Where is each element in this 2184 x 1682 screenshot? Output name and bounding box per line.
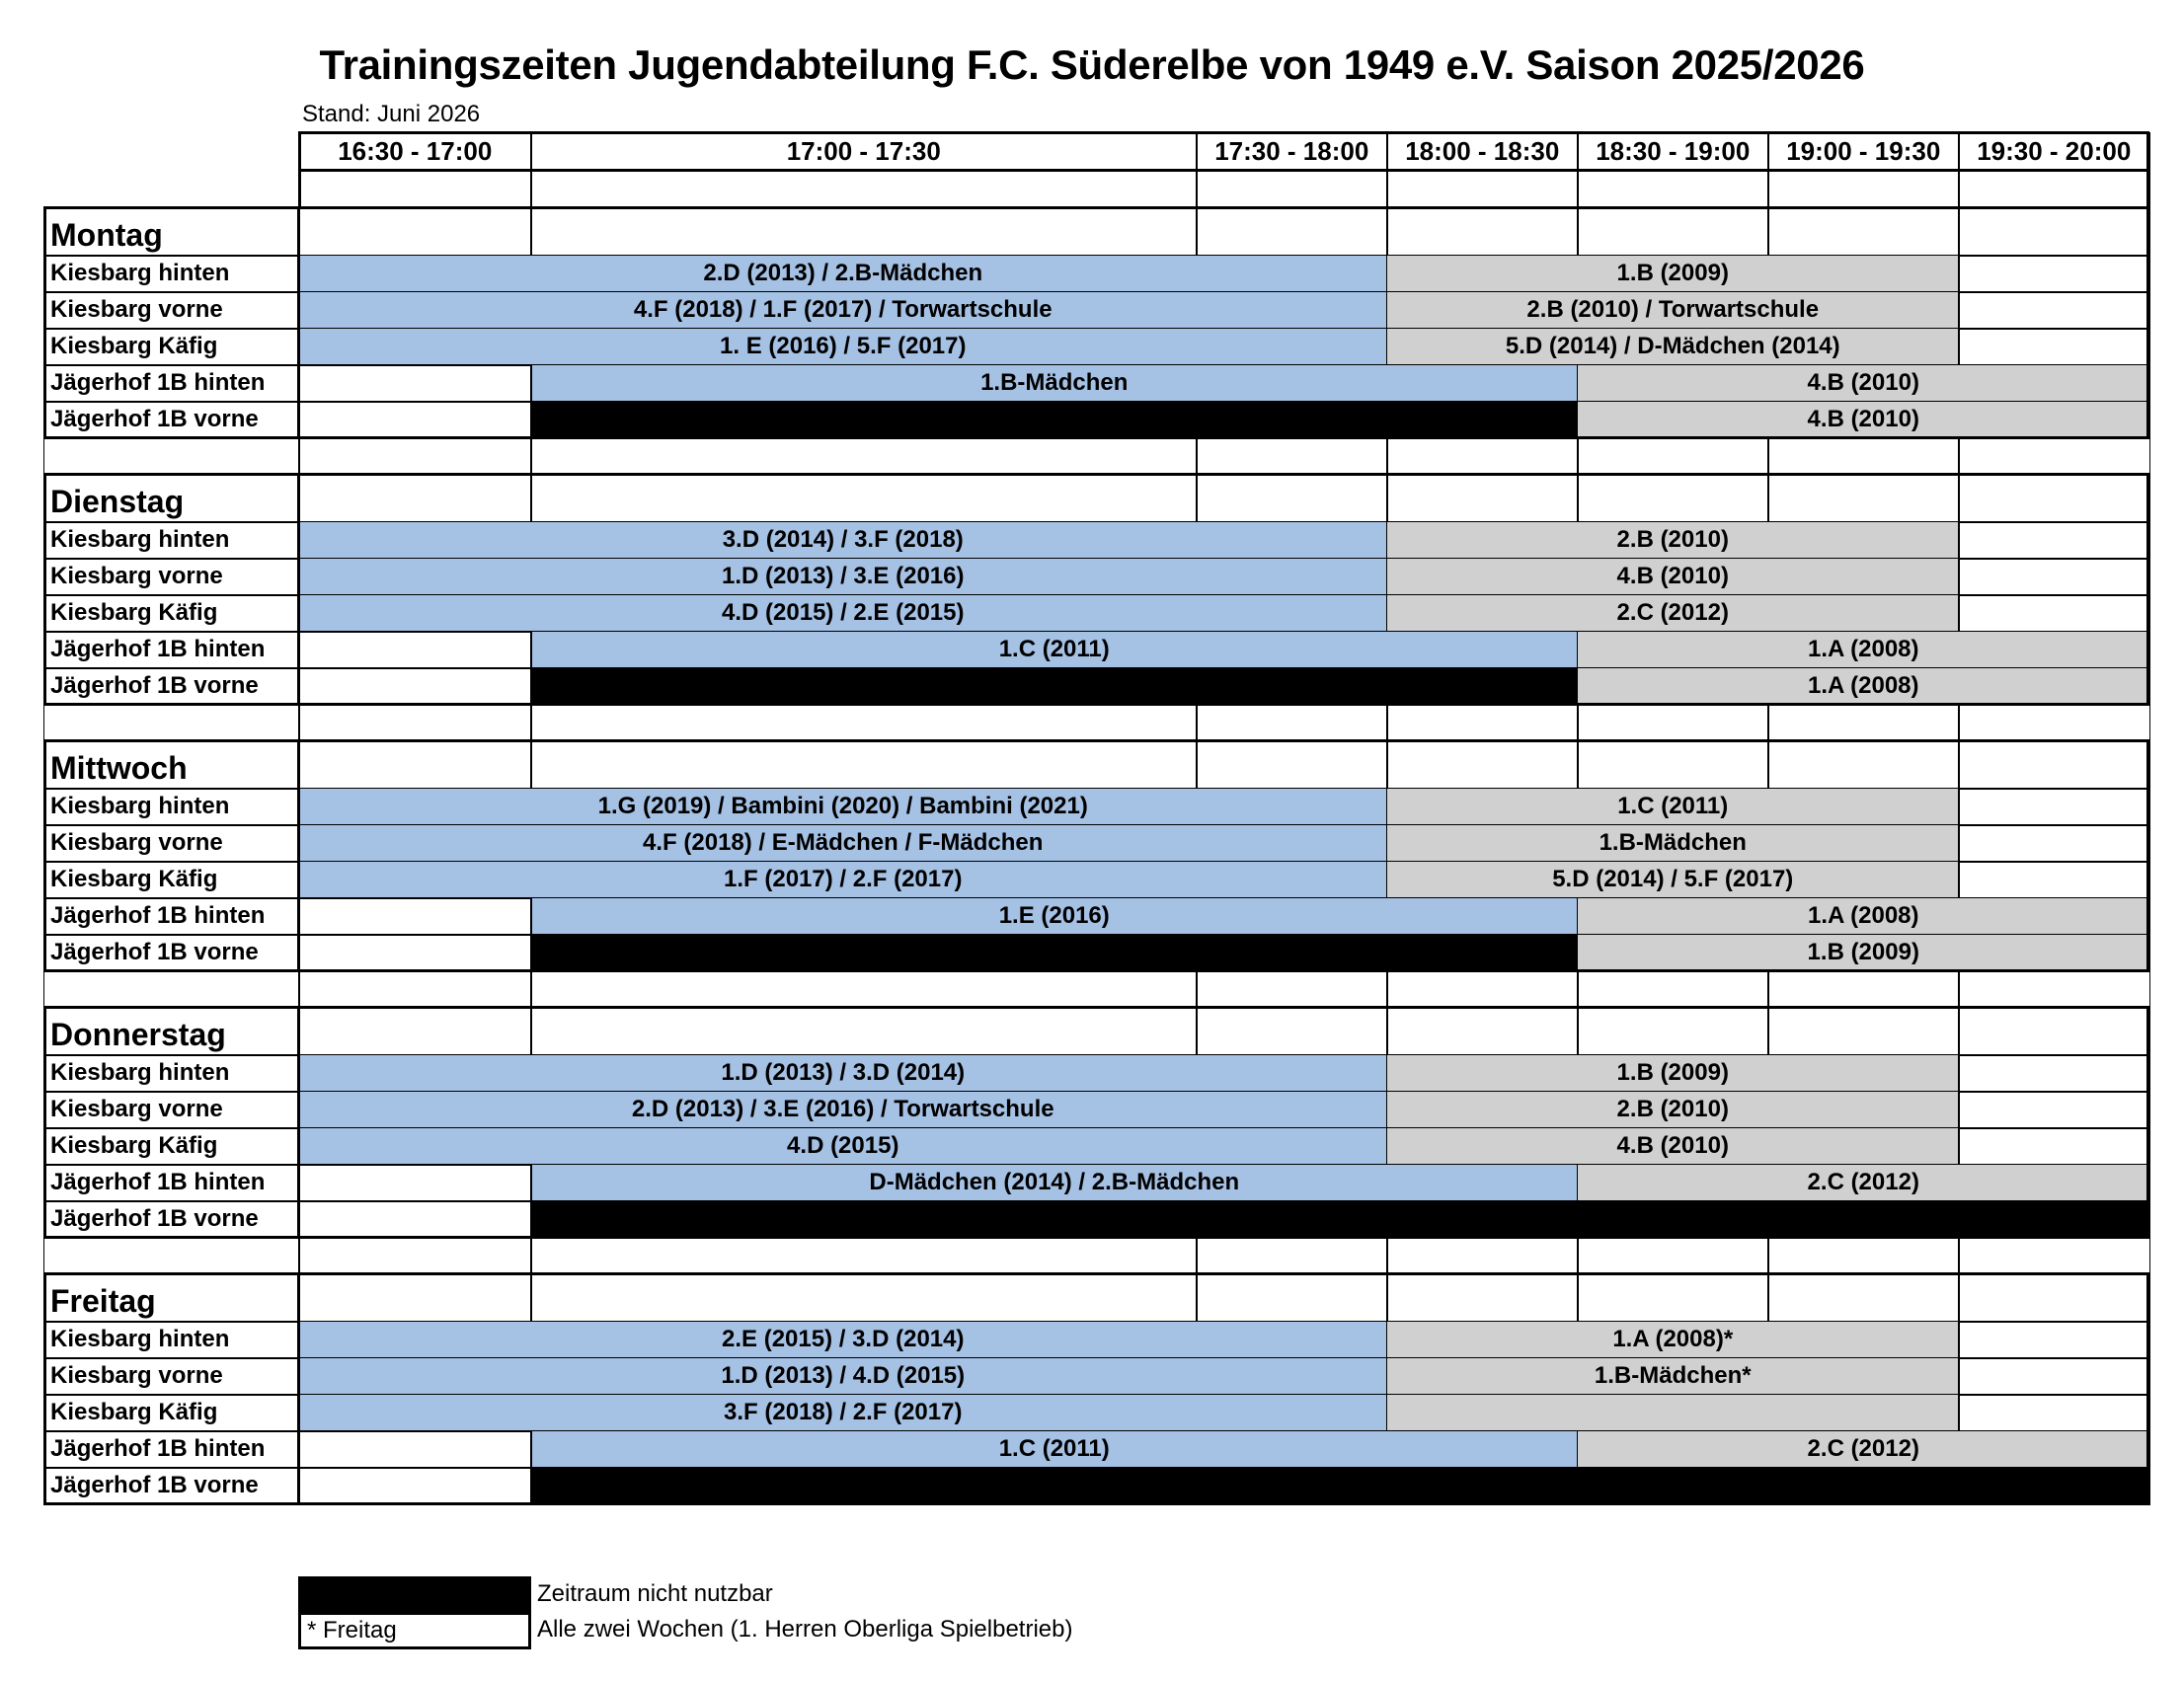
empty-cell xyxy=(530,474,1198,523)
table-border xyxy=(2146,473,2149,705)
training-slot: 2.C (2012) xyxy=(1577,1430,2150,1469)
separator-cell xyxy=(1386,437,1579,476)
separator-cell xyxy=(530,437,1198,476)
training-slot: 1.B (2009) xyxy=(1386,255,1960,293)
table-border xyxy=(43,739,2148,742)
time-slot-header: 16:30 - 17:00 xyxy=(298,132,532,172)
training-slot: 1.A (2008) xyxy=(1577,631,2150,669)
separator-cell xyxy=(530,704,1198,742)
separator-cell xyxy=(1196,970,1388,1009)
empty-cell xyxy=(1577,1007,1769,1056)
empty-cell xyxy=(1958,1091,2150,1129)
training-slot: 1.B-Mädchen xyxy=(1386,824,1960,863)
separator-cell xyxy=(43,437,300,476)
header-spacer-cell xyxy=(1767,170,1960,209)
table-border xyxy=(298,131,2148,134)
table-border xyxy=(297,739,300,971)
separator-cell xyxy=(1196,1237,1388,1275)
training-slot: 1. E (2016) / 5.F (2017) xyxy=(298,328,1388,366)
separator-cell xyxy=(298,437,532,476)
training-slot: 1.B (2009) xyxy=(1577,934,2150,972)
empty-cell xyxy=(1958,1394,2150,1432)
separator-cell xyxy=(1958,970,2150,1009)
training-slot: 1.C (2011) xyxy=(530,631,1579,669)
empty-cell xyxy=(1958,558,2150,596)
table-border xyxy=(43,206,46,438)
empty-cell xyxy=(1958,1273,2150,1323)
empty-cell xyxy=(1958,255,2150,293)
training-slot: 4.B (2010) xyxy=(1577,364,2150,403)
empty-cell xyxy=(298,1273,532,1323)
training-slot: 1.F (2017) / 2.F (2017) xyxy=(298,861,1388,899)
training-slot: 2.D (2013) / 3.E (2016) / Torwartschule xyxy=(298,1091,1388,1129)
time-slot-header: 17:30 - 18:00 xyxy=(1196,132,1388,172)
training-slot xyxy=(1386,1394,1960,1432)
empty-cell xyxy=(298,667,532,706)
training-slot: 1.D (2013) / 3.E (2016) xyxy=(298,558,1388,596)
separator-cell xyxy=(298,970,532,1009)
pitch-label: Jägerhof 1B hinten xyxy=(43,631,300,669)
empty-cell xyxy=(1196,1007,1388,1056)
training-slot: 1.A (2008) xyxy=(1577,667,2150,706)
pitch-label: Kiesbarg hinten xyxy=(43,521,300,560)
pitch-label: Kiesbarg vorne xyxy=(43,558,300,596)
training-slot xyxy=(530,1200,2150,1239)
empty-cell xyxy=(530,740,1198,790)
table-border xyxy=(43,473,2148,476)
training-slot: 4.F (2018) / 1.F (2017) / Torwartschule xyxy=(298,291,1388,330)
empty-cell xyxy=(1196,740,1388,790)
training-slot: 4.D (2015) xyxy=(298,1127,1388,1166)
empty-cell xyxy=(1767,474,1960,523)
training-slot: D-Mädchen (2014) / 2.B-Mädchen xyxy=(530,1164,1579,1202)
training-slot: 2.B (2010) xyxy=(1386,521,1960,560)
empty-cell xyxy=(530,1007,1198,1056)
empty-cell xyxy=(1196,207,1388,257)
separator-cell xyxy=(1577,970,1769,1009)
empty-cell xyxy=(1958,207,2150,257)
training-slot: 2.E (2015) / 3.D (2014) xyxy=(298,1321,1388,1359)
header-spacer-cell xyxy=(298,170,532,209)
empty-cell xyxy=(1386,474,1579,523)
training-slot xyxy=(530,667,1579,706)
table-border xyxy=(2146,1272,2149,1504)
separator-cell xyxy=(1386,704,1579,742)
header-spacer-cell xyxy=(1577,170,1769,209)
empty-cell xyxy=(298,1007,532,1056)
separator-cell xyxy=(298,704,532,742)
table-border xyxy=(43,1006,46,1238)
empty-cell xyxy=(1958,594,2150,633)
training-slot: 5.D (2014) / 5.F (2017) xyxy=(1386,861,1960,899)
empty-cell xyxy=(1958,1357,2150,1396)
separator-cell xyxy=(43,1237,300,1275)
training-slot: 1.G (2019) / Bambini (2020) / Bambini (2021) xyxy=(298,788,1388,826)
separator-cell xyxy=(1767,1237,1960,1275)
time-slot-header: 19:30 - 20:00 xyxy=(1958,132,2150,172)
empty-cell xyxy=(1386,207,1579,257)
empty-cell xyxy=(1958,474,2150,523)
empty-cell xyxy=(1958,521,2150,560)
time-slot-header: 18:30 - 19:00 xyxy=(1577,132,1769,172)
training-slot: 3.D (2014) / 3.F (2018) xyxy=(298,521,1388,560)
empty-cell xyxy=(298,364,532,403)
table-border xyxy=(43,206,2148,209)
separator-cell xyxy=(1577,704,1769,742)
legend-black-label: Zeitraum nicht nutzbar xyxy=(537,1580,773,1607)
empty-cell xyxy=(298,1467,532,1505)
pitch-label: Kiesbarg hinten xyxy=(43,1054,300,1093)
training-slot: 1.A (2008)* xyxy=(1386,1321,1960,1359)
training-slot: 4.B (2010) xyxy=(1386,558,1960,596)
table-border xyxy=(2146,1006,2149,1238)
table-border xyxy=(2146,739,2149,971)
table-border xyxy=(297,206,300,438)
day-label: Donnerstag xyxy=(43,1007,300,1056)
empty-cell xyxy=(1958,861,2150,899)
empty-cell xyxy=(1958,1054,2150,1093)
training-slot: 4.F (2018) / E-Mädchen / F-Mädchen xyxy=(298,824,1388,863)
separator-cell xyxy=(1386,970,1579,1009)
header-spacer-cell xyxy=(1196,170,1388,209)
training-slot: 1.D (2013) / 3.D (2014) xyxy=(298,1054,1388,1093)
training-slot: 1.B-Mädchen xyxy=(530,364,1579,403)
pitch-label: Kiesbarg hinten xyxy=(43,255,300,293)
table-border xyxy=(298,169,2148,172)
training-slot: 2.B (2010) / Torwartschule xyxy=(1386,291,1960,330)
empty-cell xyxy=(1958,1321,2150,1359)
empty-cell xyxy=(1386,1273,1579,1323)
empty-cell xyxy=(1767,1273,1960,1323)
table-border xyxy=(2146,206,2149,438)
pitch-label: Kiesbarg vorne xyxy=(43,1091,300,1129)
empty-cell xyxy=(1958,740,2150,790)
separator-cell xyxy=(1196,704,1388,742)
pitch-label: Kiesbarg Käfig xyxy=(43,1127,300,1166)
empty-cell xyxy=(1577,740,1769,790)
time-slot-header: 19:00 - 19:30 xyxy=(1767,132,1960,172)
pitch-label: Jägerhof 1B vorne xyxy=(43,934,300,972)
day-label: Freitag xyxy=(43,1273,300,1323)
pitch-label: Jägerhof 1B hinten xyxy=(43,1430,300,1469)
empty-cell xyxy=(1386,1007,1579,1056)
empty-cell xyxy=(1577,207,1769,257)
separator-cell xyxy=(530,970,1198,1009)
training-slot: 2.D (2013) / 2.B-Mädchen xyxy=(298,255,1388,293)
empty-cell xyxy=(1767,740,1960,790)
table-border xyxy=(43,1502,2148,1505)
pitch-label: Jägerhof 1B hinten xyxy=(43,1164,300,1202)
table-border xyxy=(297,1272,300,1504)
table-border xyxy=(43,1272,46,1504)
empty-cell xyxy=(1767,1007,1960,1056)
training-slot: 2.C (2012) xyxy=(1577,1164,2150,1202)
training-slot: 2.C (2012) xyxy=(1386,594,1960,633)
empty-cell xyxy=(1386,740,1579,790)
training-slot: 1.C (2011) xyxy=(1386,788,1960,826)
pitch-label: Kiesbarg vorne xyxy=(43,1357,300,1396)
empty-cell xyxy=(530,207,1198,257)
empty-cell xyxy=(1958,1007,2150,1056)
training-slot: 3.F (2018) / 2.F (2017) xyxy=(298,1394,1388,1432)
training-slot: 4.D (2015) / 2.E (2015) xyxy=(298,594,1388,633)
empty-cell xyxy=(298,740,532,790)
pitch-label: Kiesbarg Käfig xyxy=(43,594,300,633)
training-slot xyxy=(530,934,1579,972)
header-spacer-cell xyxy=(530,170,1198,209)
pitch-label: Kiesbarg hinten xyxy=(43,788,300,826)
separator-cell xyxy=(1767,970,1960,1009)
pitch-label: Kiesbarg Käfig xyxy=(43,1394,300,1432)
table-border xyxy=(297,473,300,705)
time-slot-header: 18:00 - 18:30 xyxy=(1386,132,1579,172)
legend-black-swatch xyxy=(298,1576,531,1612)
separator-cell xyxy=(1577,437,1769,476)
empty-cell xyxy=(1577,474,1769,523)
empty-cell xyxy=(298,897,532,936)
table-border xyxy=(43,739,46,971)
training-slot: 1.C (2011) xyxy=(530,1430,1579,1469)
pitch-label: Jägerhof 1B vorne xyxy=(43,667,300,706)
time-slot-header: 17:00 - 17:30 xyxy=(530,132,1198,172)
separator-cell xyxy=(1767,437,1960,476)
pitch-label: Jägerhof 1B vorne xyxy=(43,401,300,439)
training-slot xyxy=(530,1467,2150,1505)
training-slot: 1.E (2016) xyxy=(530,897,1579,936)
separator-cell xyxy=(1958,1237,2150,1275)
empty-cell xyxy=(1958,824,2150,863)
training-slot: 1.B (2009) xyxy=(1386,1054,1960,1093)
pitch-label: Jägerhof 1B hinten xyxy=(43,897,300,936)
empty-cell xyxy=(1958,788,2150,826)
training-slot xyxy=(530,401,1579,439)
empty-cell xyxy=(298,207,532,257)
pitch-label: Kiesbarg vorne xyxy=(43,824,300,863)
separator-cell xyxy=(530,1237,1198,1275)
training-slot: 4.B (2010) xyxy=(1577,401,2150,439)
table-border xyxy=(43,1006,2148,1009)
legend-star-label: Alle zwei Wochen (1. Herren Oberliga Spielbetrieb) xyxy=(537,1616,1073,1643)
legend-star-box xyxy=(298,1612,531,1649)
empty-cell xyxy=(298,1164,532,1202)
pitch-label: Kiesbarg Käfig xyxy=(43,861,300,899)
separator-cell xyxy=(1958,437,2150,476)
separator-cell xyxy=(1577,1237,1769,1275)
pitch-label: Jägerhof 1B vorne xyxy=(43,1467,300,1505)
day-label: Dienstag xyxy=(43,474,300,523)
pitch-label: Kiesbarg vorne xyxy=(43,291,300,330)
pitch-label: Jägerhof 1B vorne xyxy=(43,1200,300,1239)
empty-cell xyxy=(1196,474,1388,523)
training-slot: 5.D (2014) / D-Mädchen (2014) xyxy=(1386,328,1960,366)
day-label: Montag xyxy=(43,207,300,257)
empty-cell xyxy=(298,401,532,439)
table-border xyxy=(43,473,46,705)
table-border xyxy=(43,1272,2148,1275)
table-border xyxy=(297,1006,300,1238)
empty-cell xyxy=(1958,328,2150,366)
separator-cell xyxy=(43,704,300,742)
empty-cell xyxy=(1958,291,2150,330)
training-slot: 1.A (2008) xyxy=(1577,897,2150,936)
separator-cell xyxy=(43,970,300,1009)
pitch-label: Kiesbarg hinten xyxy=(43,1321,300,1359)
training-slot: 4.B (2010) xyxy=(1386,1127,1960,1166)
training-slot: 2.B (2010) xyxy=(1386,1091,1960,1129)
pitch-label: Kiesbarg Käfig xyxy=(43,328,300,366)
status-date: Stand: Juni 2026 xyxy=(302,101,481,127)
separator-cell xyxy=(298,1237,532,1275)
separator-cell xyxy=(1767,704,1960,742)
training-slot: 1.D (2013) / 4.D (2015) xyxy=(298,1357,1388,1396)
empty-cell xyxy=(298,1200,532,1239)
empty-cell xyxy=(1196,1273,1388,1323)
legend-star-key: * Freitag xyxy=(307,1617,397,1644)
pitch-label: Jägerhof 1B hinten xyxy=(43,364,300,403)
training-slot: 1.B-Mädchen* xyxy=(1386,1357,1960,1396)
empty-cell xyxy=(1767,207,1960,257)
empty-cell xyxy=(1958,1127,2150,1166)
separator-cell xyxy=(1386,1237,1579,1275)
empty-cell xyxy=(298,474,532,523)
empty-cell xyxy=(298,631,532,669)
empty-cell xyxy=(530,1273,1198,1323)
header-spacer-cell xyxy=(1958,170,2150,209)
empty-cell xyxy=(1577,1273,1769,1323)
separator-cell xyxy=(1958,704,2150,742)
separator-cell xyxy=(1196,437,1388,476)
day-label: Mittwoch xyxy=(43,740,300,790)
empty-cell xyxy=(298,1430,532,1469)
header-spacer-cell xyxy=(1386,170,1579,209)
empty-cell xyxy=(298,934,532,972)
page-title: Trainingszeiten Jugendabteilung F.C. Süderelbe von 1949 e.V. Saison 2025/2026 xyxy=(319,41,1865,88)
